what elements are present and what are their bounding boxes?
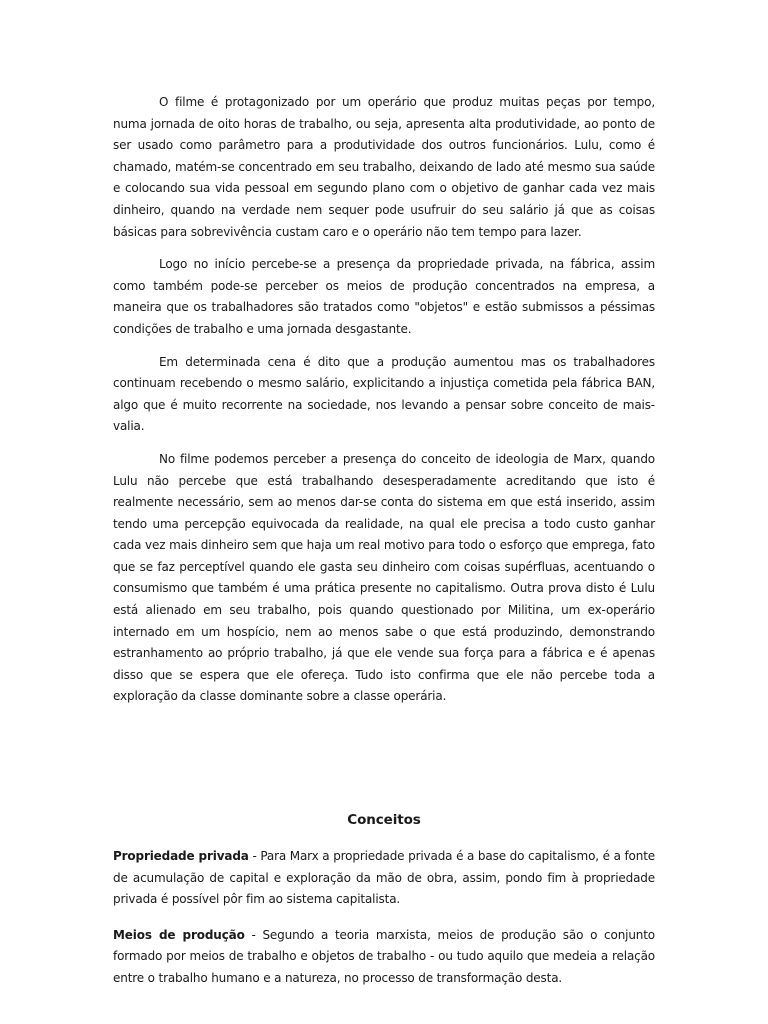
body-paragraph-2: Logo no início percebe-se a presença da propriedade privada, na fábrica, assim como também pode-se perceber os meios de produção concentrados na empresa, a maneira que os trabalhadores são tratados como "objetos" e estão submissos a péssimas condições de trabalho e uma jornada desgastante. [113, 257, 655, 336]
definition-term: Meios de produção [113, 927, 245, 942]
definition-meios-de-producao [113, 925, 655, 990]
body-paragraph-1: O filme é protagonizado por um operário que produz muitas peças por tempo, numa jornada de oito horas de trabalho, ou seja, apresenta alta produtividade, ao ponto de ser usado como parâmetro para a produtividade dos outros funcionários. Lulu, como é chamado, matém-se concentrado em seu trabalho, deixando de lado até mesmo sua saúde e colocando sua vida pessoal em segundo plano com o objetivo de ganhar cada vez mais dinheiro, quando na verdade nem sequer pode usufruir do seu salário já que as coisas básicas para sobrevivência custam caro e o operário não tem tempo para lazer. [113, 95, 655, 239]
body-paragraph-4: No filme podemos perceber a presença do conceito de ideologia de Marx, quando Lulu não percebe que está trabalhando desesperadamente acreditando que isto é realmente necessário, sem ao menos dar-se conta do sistema em que está inserido, assim tendo uma percepção equivocada da realidade, na qual ele precisa a todo custo ganhar cada vez mais dinheiro sem que haja um real motivo para todo o esforço que emprega, fato que se faz perceptível quando ele gasta seu dinheiro com coisas supérfluas, acentuando o consumismo que também é uma prática presente no capitalismo. Outra prova disto é Lulu está alienado em seu trabalho, pois quando questionado por Militina, um ex-operário internado em um hospício, nem ao menos sabe o que está produzindo, demonstrando estranhamento ao próprio trabalho, já que ele vende sua força para a fábrica e é apenas disso que se espera que ele ofereça. Tudo isto confirma que ele não percebe toda a exploração da classe dominante sobre a classe operária. [113, 451, 655, 704]
document-body [113, 92, 655, 990]
body-paragraph-3: Em determinada cena é dito que a produção aumentou mas os trabalhadores continuam recebendo o mesmo salário, explicitando a injustiça cometida pela fábrica BAN, algo que é muito recorrente na sociedade, nos levando a pensar sobre conceito de mais-valia. [113, 354, 655, 434]
definition-term: Propriedade privada [113, 849, 249, 864]
definition-text: - Segundo a teoria marxista, meios de produção são o conjunto formado por meios de trabalho e objetos de trabalho - ou tudo aquilo que medeia a relação entre o trabalho humano e a natureza, no processo de transformação desta. [113, 927, 655, 985]
definition-text: - Para Marx a propriedade privada é a base do capitalismo, é a fonte de acumulação de capital e exploração da mão de obra, assim, pondo fim à propriedade privada é possível pôr fim ao sistema capitalista. [113, 849, 655, 907]
definition-propriedade-privada [113, 846, 655, 911]
section-heading: Conceitos [347, 812, 421, 829]
